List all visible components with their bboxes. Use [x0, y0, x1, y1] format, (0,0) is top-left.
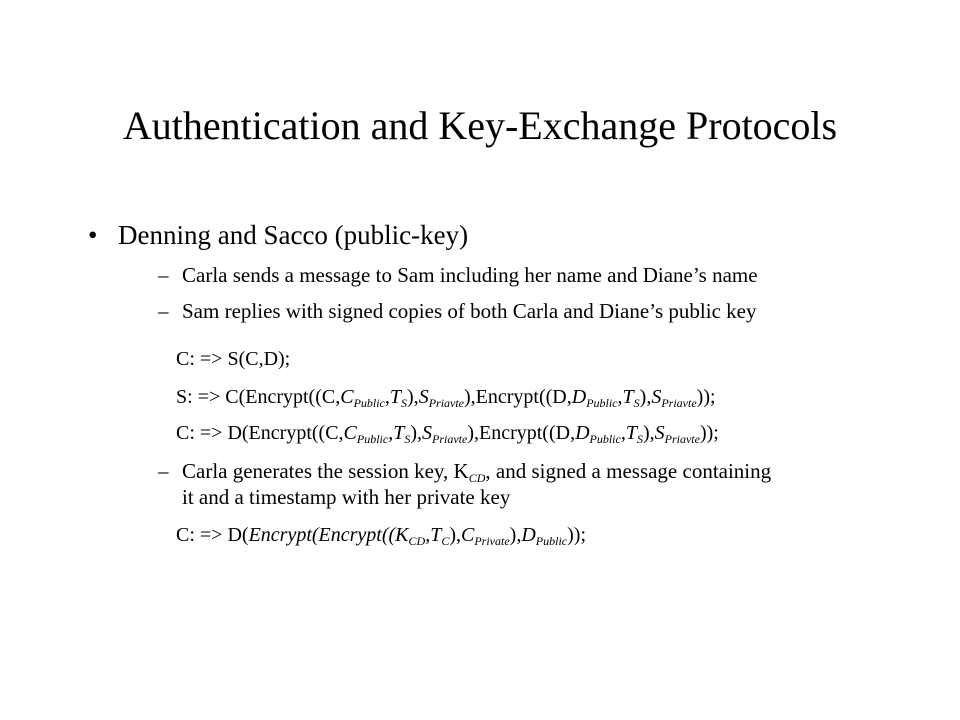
sub-item-text: Carla generates the session key, $K_{CD}$, and signed a message containing it and a timestamp with her private key: [182, 459, 772, 509]
dash-marker: –: [158, 459, 169, 483]
formula-1: C: => S(C,D);: [176, 348, 291, 370]
dash-marker: –: [158, 263, 169, 287]
bullet-text: Denning and Sacco (public-key): [118, 220, 469, 250]
sub-item-text: Sam replies with signed copies of both Carla and Diane’s public key: [182, 299, 757, 323]
formula-3: C: => $D(Encrypt((C,C_{Public},T_S),S_{Priavte}),Encrypt((D,D_{Public},T_S),S_{Priavte}))$;: [176, 422, 719, 446]
bullet-marker: •: [88, 220, 98, 250]
sub-item-text: Carla sends a message to Sam including her name and Diane’s name: [182, 263, 758, 287]
formula-2: S: => $C(Encrypt((C,C_{Public},T_S),S_{Priavte}),Encrypt((D,D_{Public},T_S),S_{Priavte}))$;: [176, 386, 716, 410]
formula-4: C: => $D(Encrypt(Encrypt((K_{CD},T_C),C_{Private}),D_{Public}))$;: [176, 524, 587, 548]
dash-marker: –: [158, 299, 169, 323]
slide-title: Authentication and Key-Exchange Protocols: [122, 103, 838, 148]
